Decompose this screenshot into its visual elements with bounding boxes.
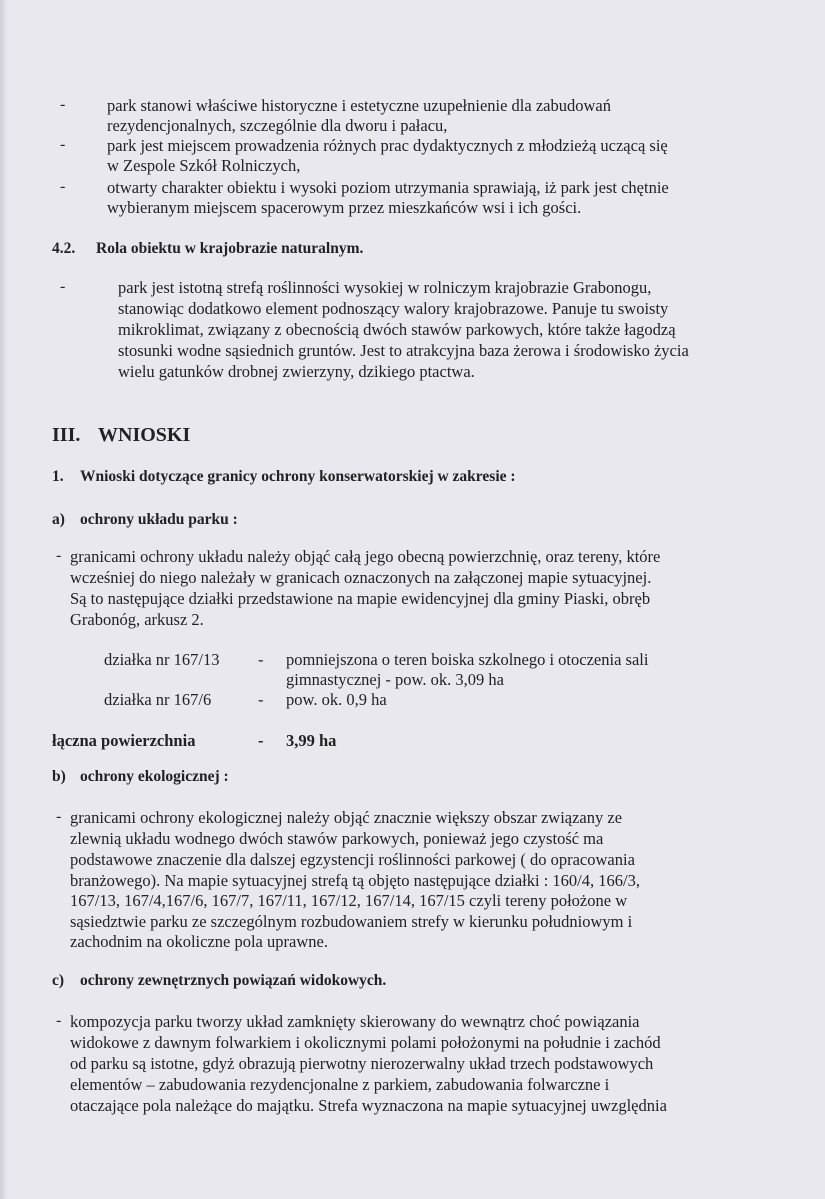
plot-1-label: działka nr 167/13 [104,650,220,669]
intro-bullet-3-line-1: otwarty charakter obiektu i wysoki poziom utrzymania sprawiają, iż park jest chętnie [107,178,669,197]
point-a-title: ochrony układu parku : [80,511,238,528]
bullet-dash: - [56,1012,62,1029]
point-b-letter: b) [52,768,66,785]
section-4-2-line-2: stanowiąc dodatkowo element podnoszący walory krajobrazowe. Panuje tu swoisty [118,299,669,318]
point-c-line-5: otaczające pola należące do majątku. Strefa wyznaczona na mapie sytuacyjnej uwzględnia [70,1096,667,1115]
point-1-title: Wnioski dotyczące granicy ochrony konserwatorskiej w zakresie : [80,468,516,485]
point-c-letter: c) [52,972,65,989]
section-4-2-line-3: mikroklimat, związany z obecnością dwóch stawów parkowych, które także łagodzą [118,320,676,339]
intro-bullet-1-line-1: park stanowi właściwe historyczne i estetyczne uzupełnienie dla zabudowań [107,96,611,115]
intro-bullet-1-line-2: rezydencjonalnych, szczególnie dla dworu i pałacu, [107,116,448,135]
point-a-line-1: granicami ochrony układu należy objąć całą jego obecną powierzchnię, oraz tereny, które [70,547,661,566]
point-c-title: ochrony zewnętrznych powiązań widokowych. [80,972,387,989]
plot-2-desc-line-1: pow. ok. 0,9 ha [286,690,387,709]
page-left-edge [0,0,8,1199]
intro-bullet-3-line-2: wybieranym miejscem spacerowym przez mieszkańców wsi i ich gości. [107,198,582,217]
point-b-line-7: zachodnim na okoliczne pola uprawne. [70,932,328,951]
point-b-line-5: 167/13, 167/4,167/6, 167/7, 167/11, 167/12, 167/14, 167/15 czyli tereny położone w [70,891,628,910]
section-III-number: III. [52,424,81,446]
point-b-line-6: sąsiedztwie parku ze szczególnym rozbudowaniem strefy w kierunku południowym i [70,912,633,931]
point-b-line-1: granicami ochrony ekologicznej należy objąć znacznie większy obszar związany ze [70,808,623,827]
plot-2-label: działka nr 167/6 [104,690,212,709]
total-area-value: 3,99 ha [286,731,337,750]
point-a-line-2: wcześniej do niego należały w granicach oznaczonych na załączonej mapie sytuacyjnej. [70,568,652,587]
plot-1-desc-line-1: pomniejszona o teren boiska szkolnego i otoczenia sali [286,650,649,669]
point-b-title: ochrony ekologicznej : [80,768,229,785]
point-a-letter: a) [52,511,65,528]
plot-1-dash: - [258,650,264,669]
section-III-title: WNIOSKI [98,424,191,446]
section-4-2-line-4: stosunki wodne sąsiednich gruntów. Jest to atrakcyjna baza żerowa i środowisko życia [118,341,689,360]
bullet-dash: - [56,547,62,564]
point-c-line-4: elementów – zabudowania rezydencjonalne z parkiem, zabudowania folwarczne i [70,1075,610,1094]
point-b-line-3: podstawowe znaczenie dla dalszej egzystencji roślinności parkowej ( do opracowania [70,850,635,869]
bullet-dash: - [56,808,62,825]
bullet-dash: - [60,96,66,113]
point-c-line-3: od parku są istotne, gdyż obrazują pierwotny nierozerwalny układ trzech podstawowych [70,1054,654,1073]
point-c-line-2: widokowe z dawnym folwarkiem i okolicznymi polami położonymi na południe i zachód [70,1033,661,1052]
intro-bullet-2-line-2: w Zespole Szkół Rolniczych, [107,156,301,175]
point-a-line-3: Są to następujące działki przedstawione na mapie ewidencyjnej dla gminy Piaski, obręb [70,589,651,608]
point-b-line-2: zlewnią układu wodnego dwóch stawów parkowych, ponieważ jego czystość ma [70,829,604,848]
point-1-number: 1. [52,468,64,485]
total-area-label: łączna powierzchnia [52,731,196,750]
section-4-2-number: 4.2. [52,240,76,257]
bullet-dash: - [60,136,66,153]
intro-bullet-2-line-1: park jest miejscem prowadzenia różnych prac dydaktycznych z młodzieżą uczącą się [107,136,668,155]
point-c-line-1: kompozycja parku tworzy układ zamknięty skierowany do wewnątrz choć powiązania [70,1012,640,1031]
total-area-dash: - [258,731,264,750]
plot-2-dash: - [258,690,264,709]
point-a-line-4: Grabonóg, arkusz 2. [70,610,204,629]
point-b-line-4: branżowego). Na mapie sytuacyjnej strefą tą objęto następujące działki : 160/4, 166/3, [70,871,640,890]
section-4-2-line-1: park jest istotną strefą roślinności wysokiej w rolniczym krajobrazie Grabonogu, [118,278,652,297]
section-4-2-title: Rola obiektu w krajobrazie naturalnym. [96,240,364,257]
plot-1-desc-line-2: gimnastycznej - pow. ok. 3,09 ha [286,670,504,689]
bullet-dash: - [60,278,66,295]
section-4-2-line-5: wielu gatunków drobnej zwierzyny, dzikiego ptactwa. [118,362,475,381]
bullet-dash: - [60,178,66,195]
